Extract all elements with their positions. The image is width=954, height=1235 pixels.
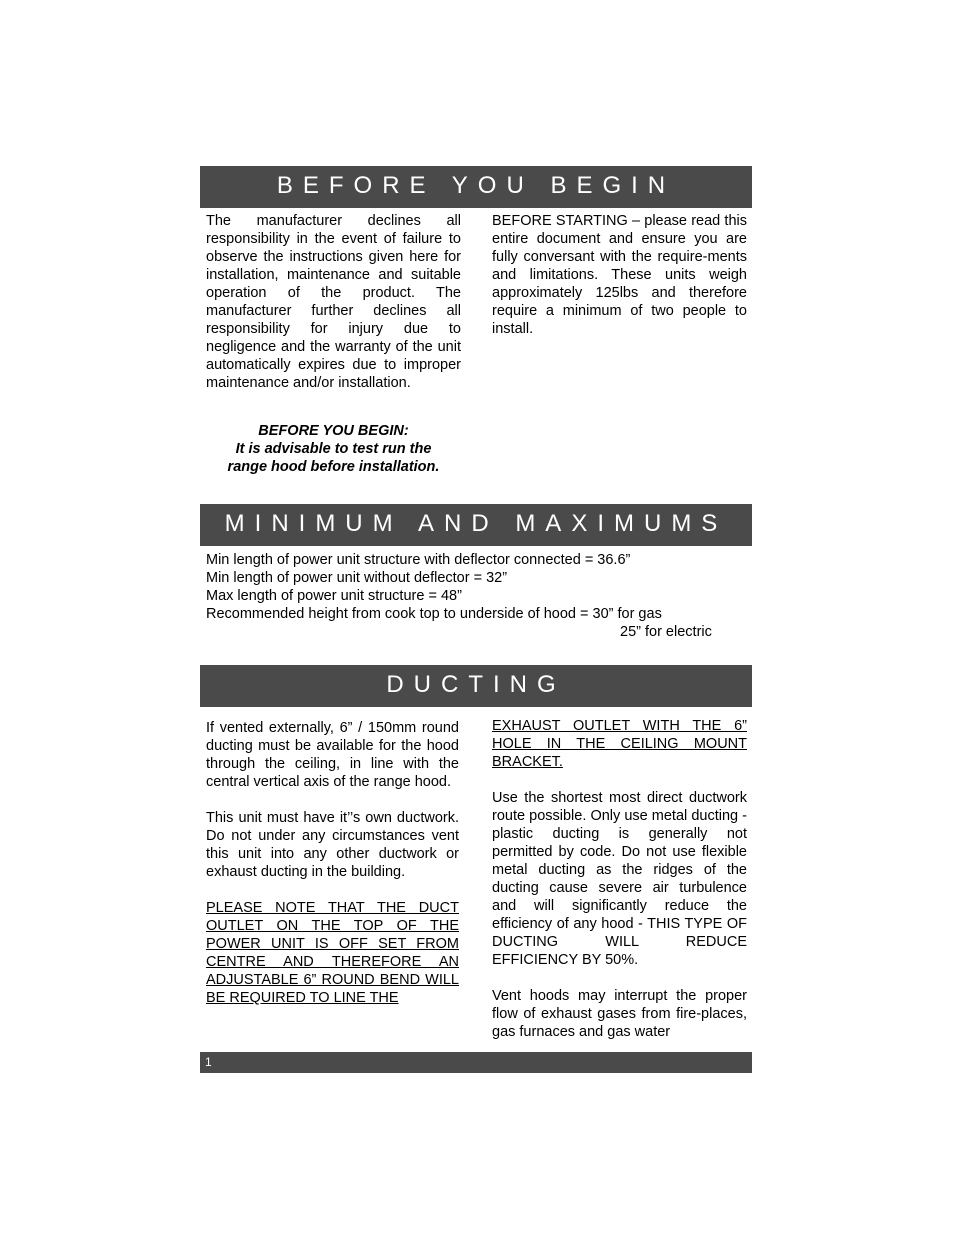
section-header-ducting <box>200 665 752 707</box>
ducting-right-column <box>492 717 747 1041</box>
ducting-paragraph: Vent hoods may interrupt the proper flow of exhaust gases from fire-places, gas furnaces and gas water <box>492 988 747 1040</box>
note-line: It is advisable to test run the <box>235 441 432 457</box>
before-right-column <box>492 212 747 338</box>
before-left-column <box>206 212 461 392</box>
before-starting-paragraph: BEFORE STARTING – please read this entire document and ensure you are fully conversant with the require-ments and limitations. These units weigh approximately 125lbs and therefore require a minimum of two people to install. <box>492 213 747 337</box>
page-number: 1 <box>205 1055 212 1069</box>
note-line: BEFORE YOU BEGIN: <box>258 423 409 439</box>
note-line: range hood before installation. <box>227 459 440 475</box>
ducting-left-column <box>206 719 459 1007</box>
duct-offset-warning-continued: EXHAUST OUTLET WITH THE 6” HOLE IN THE CEILING MOUNT BRACKET. <box>492 718 747 770</box>
section-header-before-you-begin <box>200 166 752 208</box>
section-header-min-max <box>200 504 752 546</box>
min-max-line: Recommended height from cook top to underside of hood = 30” for gas <box>206 606 662 622</box>
test-run-note <box>206 422 461 476</box>
min-max-line: Max length of power unit structure = 48” <box>206 588 462 604</box>
section-title: DUCTING <box>386 671 566 698</box>
duct-offset-warning: PLEASE NOTE THAT THE DUCT OUTLET ON THE TOP OF THE POWER UNIT IS OFF SET FROM CENTRE AND THEREFORE AN ADJUSTABLE 6” ROUND BEND WILL BE REQUIRED TO LINE THE <box>206 900 459 1006</box>
min-max-line: Min length of power unit structure with deflector connected = 36.6” <box>206 552 631 568</box>
ducting-paragraph: This unit must have it’’s own ductwork. Do not under any circumstances vent this unit into any other ductwork or exhaust ducting in the building. <box>206 810 459 880</box>
ducting-paragraph: If vented externally, 6” / 150mm round ducting must be available for the hood through the ceiling, in line with the central vertical axis of the range hood. <box>206 720 459 790</box>
page-footer <box>200 1052 752 1073</box>
disclaimer-paragraph: The manufacturer declines all responsibility in the event of failure to observe the instructions given here for installation, maintenance and suitable operation of the product. The manufacturer further declines all responsibility for injury due to negligence and the warranty of the unit automatically expires due to improper maintenance and/or installation. <box>206 213 461 391</box>
min-max-line: Min length of power unit without deflector = 32” <box>206 570 508 586</box>
min-max-list <box>206 551 746 641</box>
ducting-paragraph: Use the shortest most direct ductwork route possible. Only use metal ducting - plastic ducting is generally not permitted by code. Do not use flexible metal ducting as the ridges of the ducting cause severe air turbulence and will significantly reduce the efficiency of any hood - THIS TYPE OF DUCTING WILL REDUCE EFFICIENCY BY 50%. <box>492 790 747 968</box>
section-title: BEFORE YOU BEGIN <box>276 172 676 199</box>
min-max-line: 25” for electric <box>620 624 712 640</box>
section-title: MINIMUM AND MAXIMUMS <box>224 510 728 537</box>
